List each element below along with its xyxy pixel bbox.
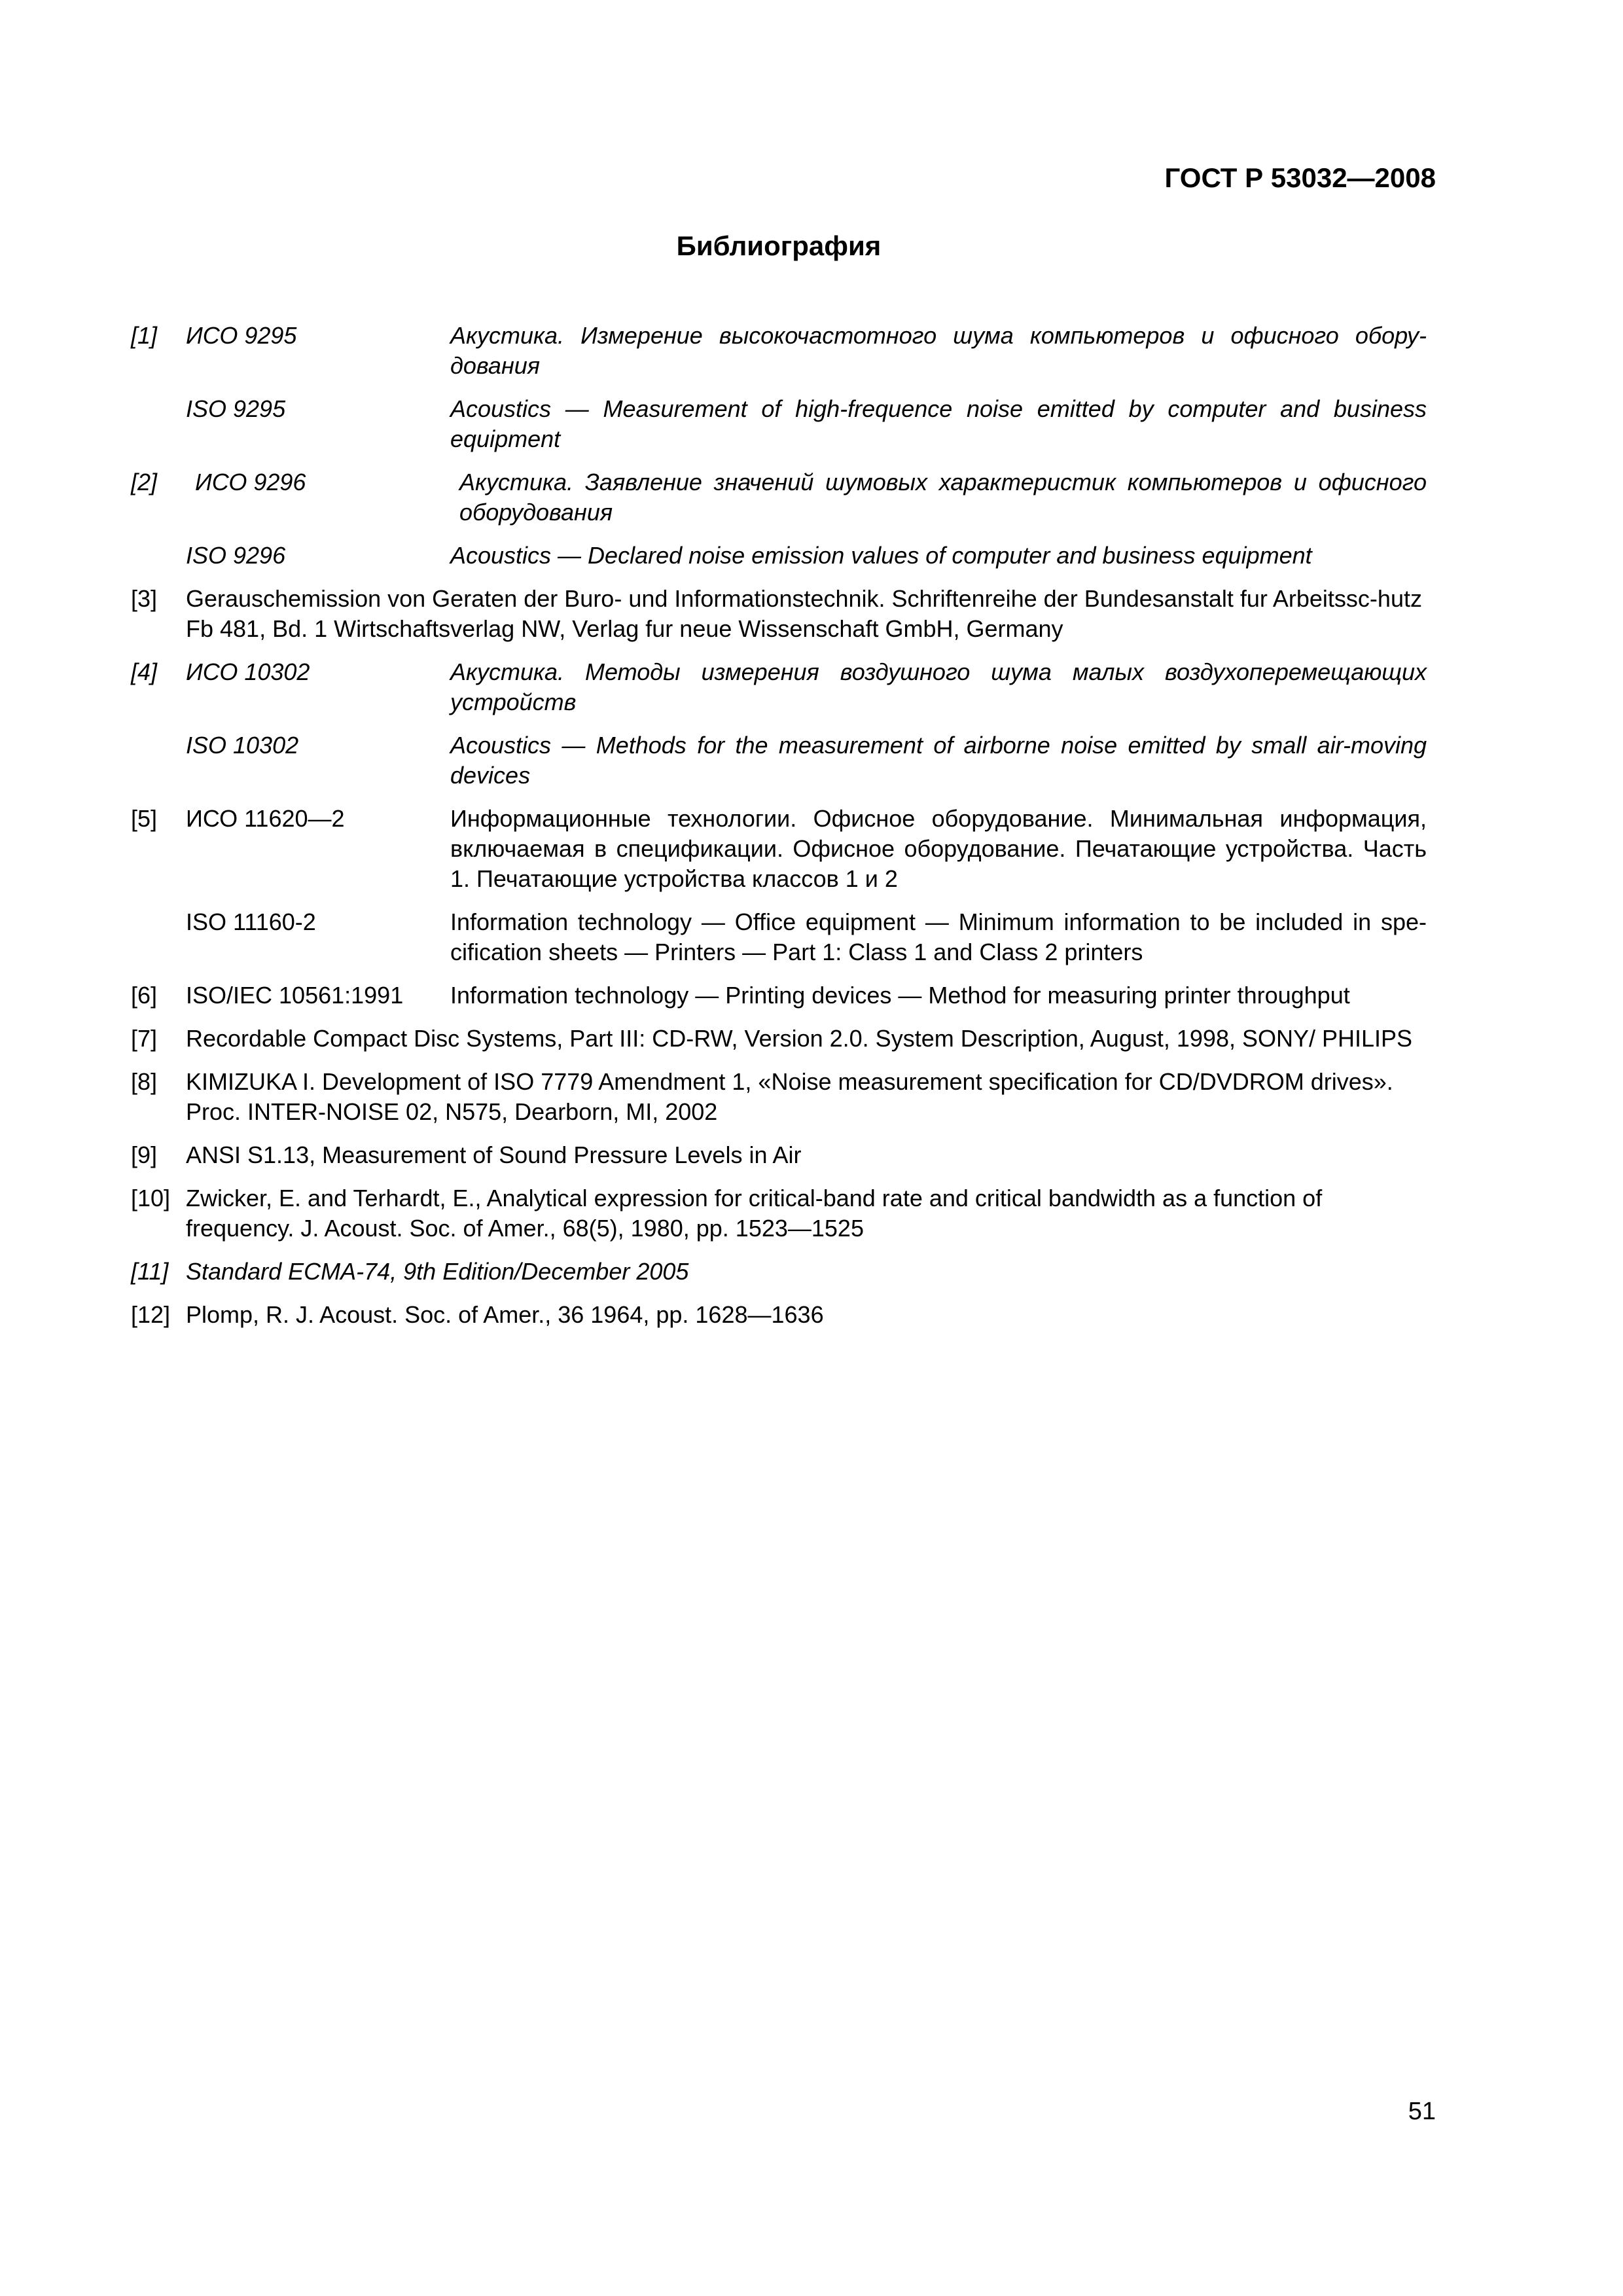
entry-number [131, 541, 186, 571]
standard-code-header: ГОСТ Р 53032—2008 [1164, 162, 1436, 193]
bib-entry-11 [131, 1257, 1427, 1287]
bib-entry-1-ru [131, 321, 1427, 381]
entry-text: Recordable Compact Disc Systems, Part III: CD-RW, Version 2.0. System Description, August, 1998, SONY/ PHILIPS [186, 1025, 1413, 1052]
entry-text: ANSI S1.13, Measurement of Sound Pressure Levels in Air [186, 1141, 802, 1168]
bib-entry-7 [131, 1024, 1427, 1054]
bib-entry-9 [131, 1140, 1427, 1170]
entry-number: [3] [131, 585, 158, 612]
entry-number: [11] [131, 1258, 169, 1285]
bib-entry-3 [131, 584, 1427, 644]
entry-number [131, 907, 186, 967]
entry-code: ISO 11160-2 [186, 908, 316, 935]
entry-description: Акустика. Измерение высокочастотного шума компьютеров и офисного обору-дования [450, 322, 1427, 379]
entry-code: ИСО 10302 [186, 658, 310, 685]
bib-entry-10 [131, 1183, 1427, 1244]
entry-text: Standard ECMA-74, 9th Edition/December 2005 [186, 1258, 689, 1285]
entry-code: ISO 10302 [186, 732, 299, 759]
bib-entry-12 [131, 1300, 1427, 1330]
bib-entry-5-ru [131, 804, 1427, 894]
entry-code: ИСО 11620—2 [186, 805, 345, 832]
entry-text: KIMIZUKA I. Development of ISO 7779 Amendment 1, «Noise measurement specification for CD/DVDROM drives». Proc. INTER-NOISE 02, N575, Dearborn, MI, 2002 [186, 1068, 1393, 1125]
entry-number: [10] [131, 1185, 171, 1211]
bib-entry-2-en [131, 541, 1427, 571]
entry-description: Акустика. Методы измерения воздушного шума малых воздухоперемещающих устройств [450, 658, 1427, 715]
entry-number: [9] [131, 1141, 158, 1168]
page-title: Библиография [676, 230, 882, 261]
entry-code: ИСО 9296 [195, 469, 306, 495]
entry-description: Acoustics — Declared noise emission values of computer and business equipment [450, 542, 1312, 569]
entry-number: [6] [131, 982, 158, 1009]
bib-entry-5-en [131, 907, 1427, 967]
entry-description: Information technology — Printing devices — Method for measuring printer throughput [450, 982, 1350, 1009]
entry-code: ISO/IEC 10561:1991 [186, 982, 404, 1009]
entry-description: Информационные технологии. Офисное оборудование. Минимальная информация, включаемая в спецификации. Офисное оборудование. Печатающие устройства. Часть 1. Печатающие устройства классов 1 и 2 [450, 805, 1427, 892]
bib-entry-8 [131, 1067, 1427, 1127]
bib-entry-4-en [131, 730, 1427, 791]
entry-description: Acoustics — Measurement of high-frequence noise emitted by computer and business equipment [450, 395, 1427, 452]
entry-code: ISO 9296 [186, 542, 286, 569]
entry-code: ISO 9295 [186, 395, 286, 422]
entry-number: [1] [131, 322, 158, 349]
entry-number [131, 730, 186, 791]
entry-number: [8] [131, 1068, 158, 1095]
entry-number [131, 394, 186, 454]
entry-code: ИСО 9295 [186, 322, 297, 349]
bib-entry-6 [131, 980, 1427, 1011]
entry-text: Gerauschemission von Geraten der Buro- und Informationstechnik. Schriftenreihe der Bundesanstalt fur Arbeitssc-hutz Fb 481, Bd. 1 Wirtschaftsverlag NW, Verlag fur neue Wissenschaft GmbH, Germany [186, 585, 1422, 642]
entry-description: Information technology — Office equipment — Minimum information to be included in spe-cification sheets — Printers — Part 1: Class 1 and Class 2 printers [450, 908, 1427, 965]
page-number: 51 [1408, 2098, 1436, 2125]
entry-text: Zwicker, E. and Terhardt, E., Analytical expression for critical-band rate and critical bandwidth as a function of frequency. J. Acoust. Soc. of Amer., 68(5), 1980, pp. 1523—1525 [186, 1185, 1323, 1242]
entry-number: [7] [131, 1025, 158, 1052]
bibliography-list [131, 321, 1427, 1343]
entry-number: [2] [131, 469, 158, 495]
bib-entry-4-ru [131, 657, 1427, 717]
entry-number: [5] [131, 805, 158, 832]
bib-entry-1-en [131, 394, 1427, 454]
entry-description: Акустика. Заявление значений шумовых характеристик компьютеров и офисного оборудования [459, 469, 1427, 526]
entry-number: [4] [131, 658, 158, 685]
entry-text: Plomp, R. J. Acoust. Soc. of Amer., 36 1964, pp. 1628—1636 [186, 1301, 824, 1328]
entry-description: Acoustics — Methods for the measurement of airborne noise emitted by small air-moving devices [450, 732, 1427, 789]
bib-entry-2-ru [131, 467, 1427, 528]
entry-number: [12] [131, 1301, 171, 1328]
